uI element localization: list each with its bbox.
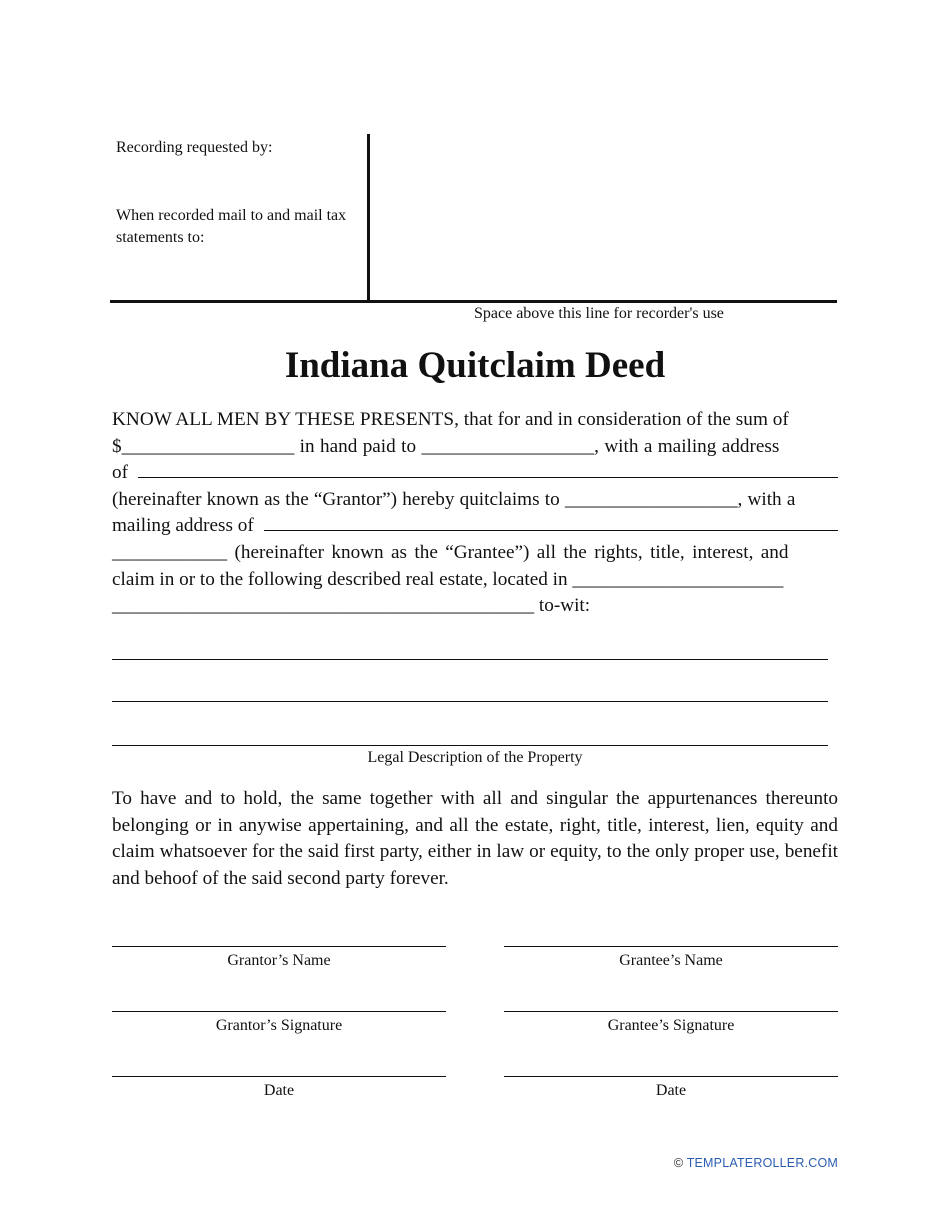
grantee-signature-caption: Grantee’s Signature	[607, 1017, 735, 1034]
legal-description-caption: Legal Description of the Property	[367, 749, 583, 766]
recording-requested-label: Recording requested by:	[116, 139, 273, 156]
habendum-paragraph: To have and to hold, the same together with all and singular the appurtenances thereunto belonging or in anywise appertaining, and all the estate, right, title, interest, lien, equity and claim whatsoever for the said first party, either in law or equity, to the only proper use, benefit and behoof of the said second party forever.	[112, 788, 838, 889]
body-line-7: claim in or to the following described real estate, located in ______________________	[112, 568, 784, 590]
legal-description-line-1[interactable]	[112, 659, 828, 660]
grantor-signature-line[interactable]	[112, 1011, 446, 1012]
body-line-6: ____________ (hereinafter known as the “Grantee”) all the rights, title, interest, and	[112, 541, 789, 563]
document-title: Indiana Quitclaim Deed	[284, 345, 666, 386]
body-line-8: ____________________________________________ to-wit:	[112, 595, 591, 617]
grantee-name-line[interactable]	[504, 946, 838, 947]
body-line-1: KNOW ALL MEN BY THESE PRESENTS, that for and in consideration of the sum of	[112, 409, 789, 430]
grantor-name-caption: Grantor’s Name	[227, 952, 331, 969]
grantee-signature-line[interactable]	[504, 1011, 838, 1012]
grantee-address-blank[interactable]	[264, 529, 838, 531]
copyright-symbol: ©	[673, 1156, 684, 1170]
grantor-name-line[interactable]	[112, 946, 446, 947]
grantee-date-caption: Date	[655, 1082, 687, 1099]
grantor-date-caption: Date	[263, 1082, 295, 1099]
templateroller-footer[interactable]	[674, 1156, 838, 1170]
grantee-date-line[interactable]	[504, 1076, 838, 1077]
body-line-3: of	[112, 460, 838, 487]
recorder-box-divider	[367, 134, 370, 300]
consideration-paragraph	[112, 407, 838, 620]
templateroller-link[interactable]: TEMPLATEROLLER.COM	[686, 1156, 838, 1170]
legal-description-line-2[interactable]	[112, 701, 828, 702]
body-line-5: mailing address of	[112, 513, 838, 540]
body-line-4: (hereinafter known as the “Grantor”) hereby quitclaims to __________________, with a	[112, 488, 796, 510]
recorder-space-note: Space above this line for recorder's use	[474, 305, 724, 322]
legal-description-line-3[interactable]	[112, 745, 828, 746]
body-line-2: $__________________ in hand paid to __________________, with a mailing address	[112, 435, 780, 457]
grantee-name-caption: Grantee’s Name	[619, 952, 723, 969]
mail-to-label: When recorded mail to and mail tax statements to:	[116, 207, 347, 246]
grantor-address-blank[interactable]	[138, 476, 838, 478]
grantor-signature-caption: Grantor’s Signature	[215, 1017, 343, 1034]
grantor-date-line[interactable]	[112, 1076, 446, 1077]
